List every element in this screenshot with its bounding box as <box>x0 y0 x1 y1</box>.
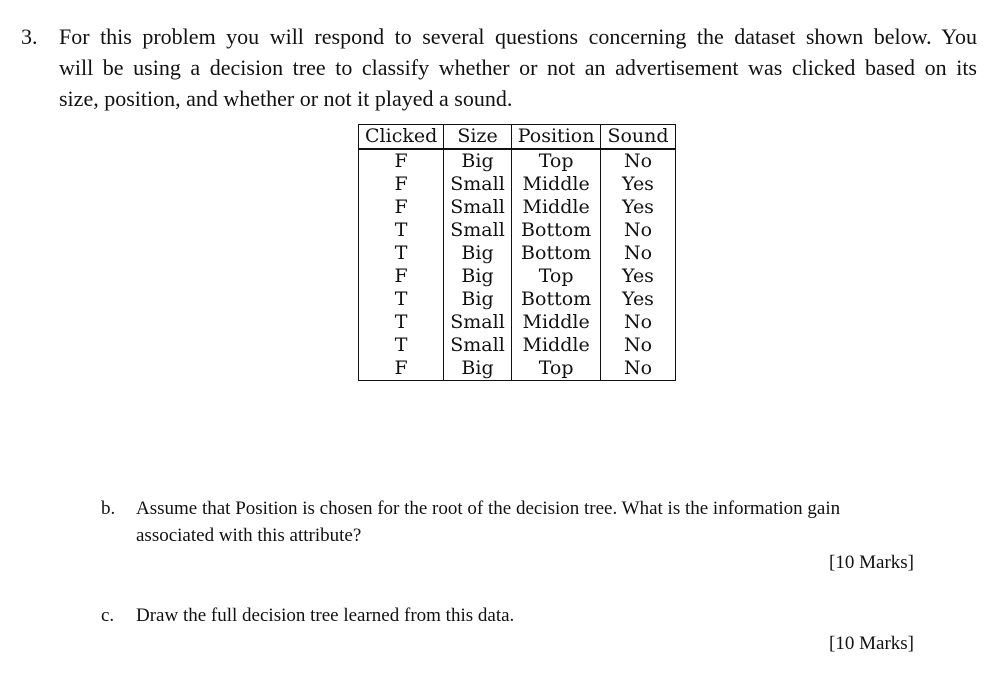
question-text <box>59 21 977 114</box>
dataset-table <box>358 124 676 381</box>
part-b-label: b. <box>101 498 116 519</box>
question-line-3: size, position, and whether or not it played a sound. <box>59 86 513 111</box>
table-row <box>359 334 676 357</box>
cell-sound: Yes <box>601 173 675 196</box>
cell-clicked: T <box>359 334 444 357</box>
cell-clicked: F <box>359 196 444 219</box>
header-size: Size <box>444 125 512 150</box>
cell-size: Big <box>444 357 512 381</box>
table-row <box>359 149 676 173</box>
cell-clicked: T <box>359 242 444 265</box>
part-c-marks: [10 Marks] <box>829 633 914 654</box>
cell-sound: No <box>601 334 675 357</box>
cell-size: Big <box>444 265 512 288</box>
cell-size: Small <box>444 196 512 219</box>
header-sound: Sound <box>601 125 675 150</box>
table-row <box>359 265 676 288</box>
cell-sound: No <box>601 149 675 173</box>
header-clicked: Clicked <box>359 125 444 150</box>
part-b-line-2: associated with this attribute? <box>136 525 362 546</box>
cell-sound: Yes <box>601 196 675 219</box>
cell-clicked: F <box>359 173 444 196</box>
cell-position: Top <box>511 149 601 173</box>
cell-position: Bottom <box>511 288 601 311</box>
cell-clicked: T <box>359 288 444 311</box>
part-b-line-1: Assume that Position is chosen for the root of the decision tree. What is the information gain <box>136 498 841 519</box>
cell-sound: No <box>601 357 675 381</box>
cell-clicked: F <box>359 265 444 288</box>
cell-sound: No <box>601 219 675 242</box>
cell-position: Middle <box>511 311 601 334</box>
cell-sound: Yes <box>601 265 675 288</box>
part-c-label: c. <box>101 605 115 626</box>
table-row <box>359 357 676 381</box>
table-row <box>359 219 676 242</box>
cell-sound: No <box>601 311 675 334</box>
cell-position: Bottom <box>511 242 601 265</box>
table-body <box>359 149 676 381</box>
cell-position: Middle <box>511 196 601 219</box>
cell-size: Big <box>444 149 512 173</box>
question-line-2: will be using a decision tree to classify whether or not an advertisement was clicked based on its <box>59 55 977 80</box>
table-header-row <box>359 125 676 150</box>
table-row <box>359 196 676 219</box>
cell-position: Middle <box>511 173 601 196</box>
part-c-text <box>136 602 514 629</box>
cell-position: Middle <box>511 334 601 357</box>
cell-size: Small <box>444 219 512 242</box>
part-b-marks: [10 Marks] <box>829 552 914 573</box>
part-c-line-1: Draw the full decision tree learned from this data. <box>136 605 515 626</box>
cell-clicked: F <box>359 357 444 381</box>
table-row <box>359 311 676 334</box>
cell-clicked: F <box>359 149 444 173</box>
cell-sound: Yes <box>601 288 675 311</box>
cell-sound: No <box>601 242 675 265</box>
cell-size: Small <box>444 311 512 334</box>
cell-size: Big <box>444 242 512 265</box>
cell-position: Top <box>511 357 601 381</box>
question-number: 3. <box>21 24 38 49</box>
question-line-1: For this problem you will respond to several questions concerning the dataset shown below. You <box>59 24 977 49</box>
cell-clicked: T <box>359 219 444 242</box>
cell-position: Top <box>511 265 601 288</box>
table-row <box>359 288 676 311</box>
cell-size: Small <box>444 334 512 357</box>
cell-size: Big <box>444 288 512 311</box>
cell-clicked: T <box>359 311 444 334</box>
cell-size: Small <box>444 173 512 196</box>
part-b-text <box>136 495 840 549</box>
header-position: Position <box>511 125 601 150</box>
table-row <box>359 173 676 196</box>
cell-position: Bottom <box>511 219 601 242</box>
table-row <box>359 242 676 265</box>
